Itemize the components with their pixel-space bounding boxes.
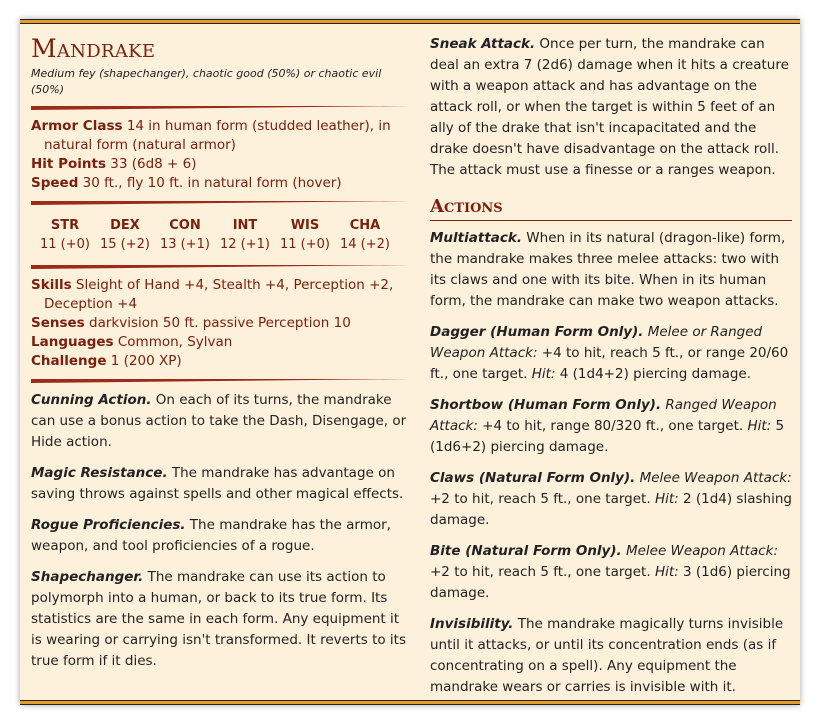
senses: Senses darkvision 50 ft. passive Perception 10	[31, 315, 351, 331]
bottom-border	[20, 700, 800, 705]
top-border	[20, 19, 800, 24]
armor-class: Armor Class 14 in human form (studded leather), in natural form (natural armor)	[31, 118, 391, 153]
ability-str: STR 11 (+0)	[40, 218, 90, 252]
trait-rogue-proficiencies: Rogue Proficiencies. The mandrake has the armor, weapon, and tool proficiencies of a rogue.	[31, 517, 391, 554]
ability-dex: DEX 15 (+2)	[100, 218, 150, 252]
action-bite: Bite (Natural Form Only). Melee Weapon Attack: +2 to hit, reach 5 ft., one target. Hit: 3 (1d6) piercing damage.	[430, 543, 791, 601]
action-claws: Claws (Natural Form Only). Melee Weapon Attack: +2 to hit, reach 5 ft., one target. Hit: 2 (1d4) slashing damage.	[430, 470, 792, 528]
hit-points: Hit Points 33 (6d8 + 6)	[31, 156, 197, 172]
divider	[31, 201, 411, 205]
action-dagger: Dagger (Human Form Only). Melee or Ranged Weapon Attack: +4 to hit, reach 5 ft., or range 20/60 ft., one target. Hit: 4 (1d4+2) piercing damage.	[430, 324, 789, 382]
speed: Speed 30 ft., fly 10 ft. in natural form (hover)	[31, 175, 342, 191]
stat-block	[20, 19, 800, 705]
skills: Skills Sleight of Hand +4, Stealth +4, Perception +2, Deception +4	[31, 277, 394, 312]
divider	[31, 379, 411, 383]
left-column	[31, 34, 411, 682]
trait-shapechanger: Shapechanger. The mandrake can use its action to polymorph into a human, or back to its true form. Its statistics are the same in each form. Any equipment it is wearing or carrying isn't transformed. It reverts to its true form if it dies.	[31, 569, 407, 669]
ability-cha: CHA 14 (+2)	[340, 218, 390, 252]
trait-cunning-action: Cunning Action. On each of its turns, the mandrake can use a bonus action to take the Dash, Disengage, or Hide action.	[31, 392, 407, 450]
trait-magic-resistance: Magic Resistance. The mandrake has advantage on saving throws against spells and other magical effects.	[31, 465, 404, 502]
ability-scores	[31, 212, 411, 257]
monster-subtitle: Medium fey (shapechanger), chaotic good (50%) or chaotic evil (50%)	[31, 67, 382, 96]
languages: Languages Common, Sylvan	[31, 334, 233, 350]
monster-name: Mandrake	[31, 34, 156, 63]
ability-con: CON 13 (+1)	[160, 218, 210, 252]
action-shortbow: Shortbow (Human Form Only). Ranged Weapon Attack: +4 to hit, range 80/320 ft., one target. Hit: 5 (1d6+2) piercing damage.	[430, 397, 785, 455]
divider	[31, 265, 411, 269]
right-column	[430, 34, 792, 708]
ability-int: INT 12 (+1)	[220, 218, 270, 252]
action-multiattack: Multiattack. When in its natural (dragon-like) form, the mandrake makes three melee attacks: two with its claws and one with its bite. When in its human form, the mandrake can make two weapon attacks.	[430, 230, 786, 309]
divider	[31, 106, 411, 110]
trait-sneak-attack: Sneak Attack. Once per turn, the mandrake can deal an extra 7 (2d6) damage when it hits a creature with a weapon attack and has advantage on the attack roll, or when the target is within 5 feet of an ally of the drake that isn't incapacitated and the drake doesn't have disadvantage on the attack roll. The attack must use a finesse or a ranges weapon.	[430, 36, 789, 178]
actions-heading: Actions	[430, 195, 792, 221]
action-invisibility: Invisibility. The mandrake magically turns invisible until it attacks, or until its concentration ends (as if concentrating on a spell). Any equipment the mandrake wears or carries is invisible with it.	[430, 616, 784, 695]
ability-wis: WIS 11 (+0)	[280, 218, 330, 252]
challenge: Challenge 1 (200 XP)	[31, 353, 182, 369]
